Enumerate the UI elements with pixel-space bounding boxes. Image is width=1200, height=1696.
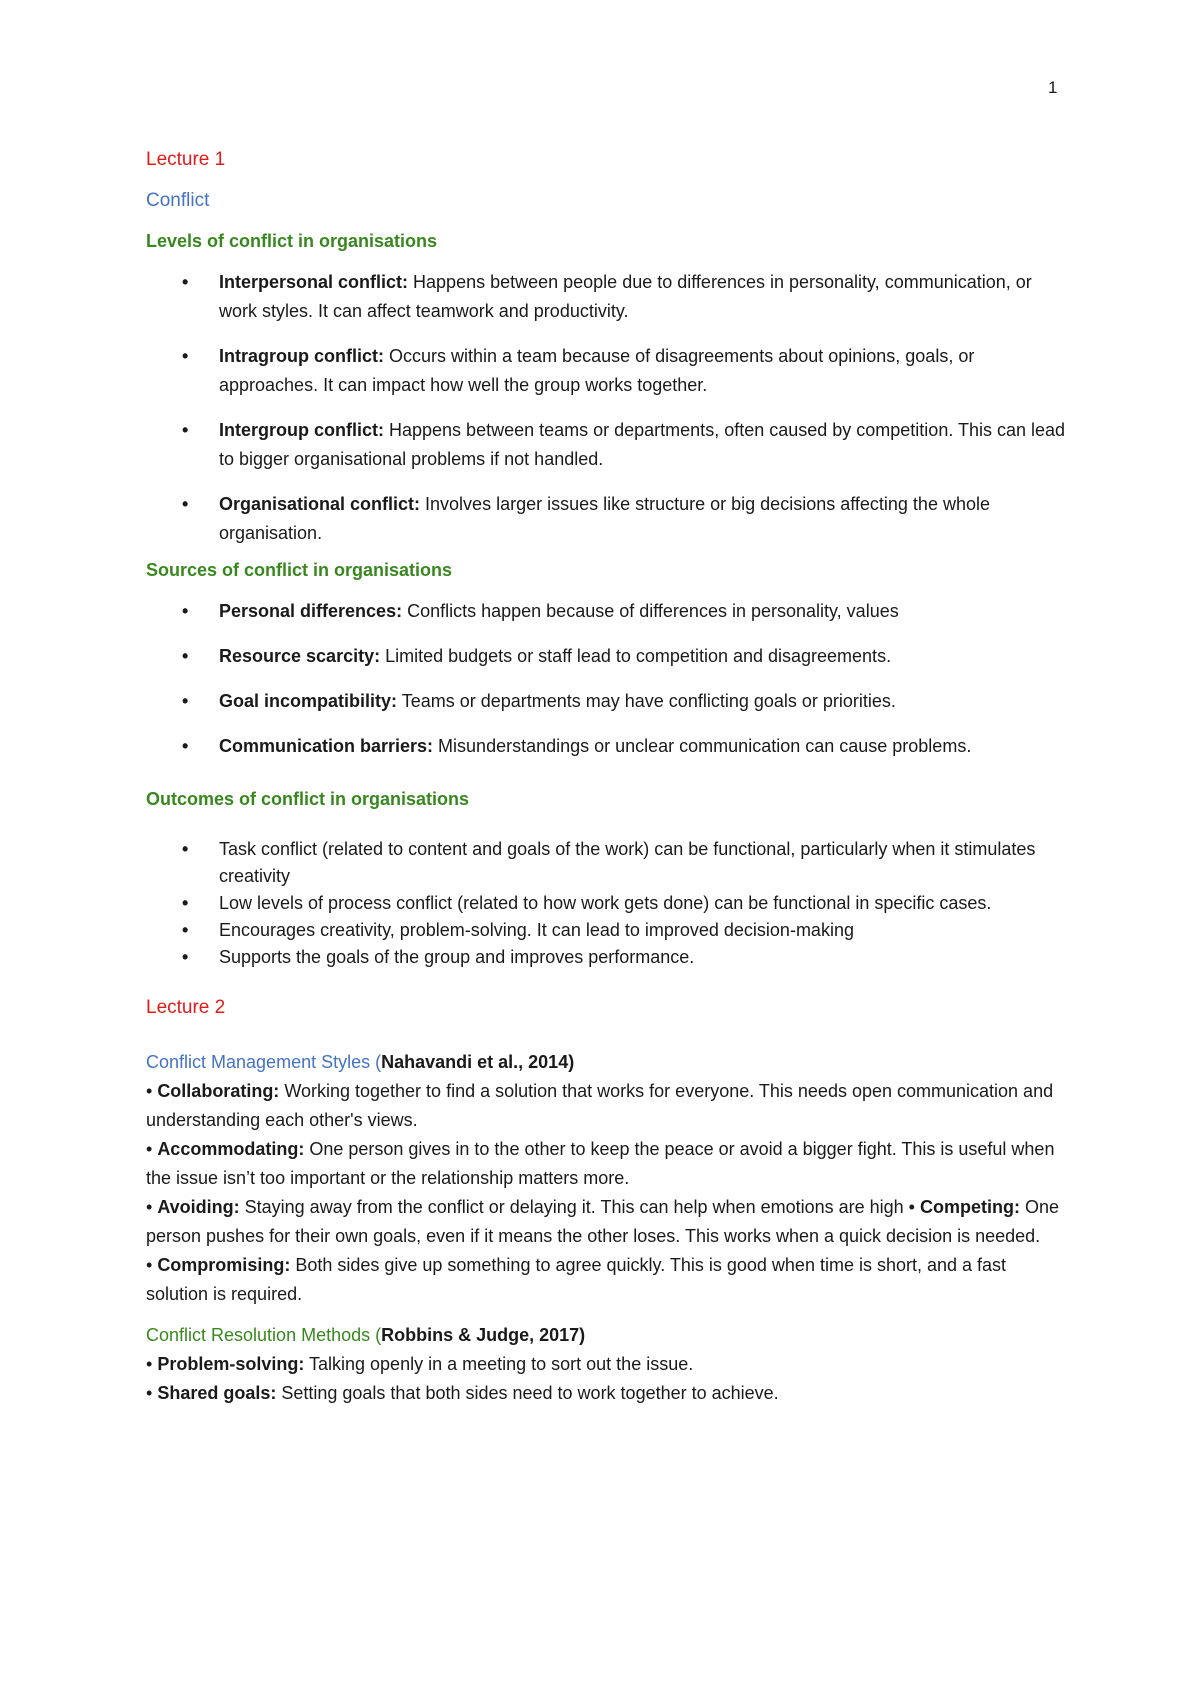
term: Avoiding: xyxy=(157,1197,240,1217)
description: Both sides give up something to agree quickly. This is good when time is short, and a fast solution is required. xyxy=(146,1255,1007,1304)
term: Interpersonal conflict: xyxy=(219,272,409,292)
outcomes-list xyxy=(146,836,1066,971)
document-body xyxy=(146,145,1066,1408)
description: Occurs within a team because of disagreements about opinions, goals, or approaches. It can impact how well the group works together. xyxy=(219,346,975,395)
description: Happens between teams or departments, often caused by competition. This can lead to bigger organisational problems if not handled. xyxy=(219,420,1066,469)
list-item: • Task conflict (related to content and goals of the work) can be functional, particularly when it stimulates creativity xyxy=(146,836,1066,890)
description: Happens between people due to differences in personality, communication, or work styles. It can affect teamwork and productivity. xyxy=(219,272,1032,321)
resolution-heading xyxy=(146,1321,1066,1350)
levels-heading: Levels of conflict in organisations xyxy=(146,231,438,251)
term: Organisational conflict: xyxy=(219,494,421,514)
term: Goal incompatibility: xyxy=(219,691,398,711)
list-item: • Low levels of process conflict (related to how work gets done) can be functional in specific cases. xyxy=(146,890,1066,917)
bullet-glyph: • xyxy=(146,1354,158,1374)
sources-heading: Sources of conflict in organisations xyxy=(146,560,453,580)
list-item: • Encourages creativity, problem-solving. It can lead to improved decision-making xyxy=(146,917,1066,944)
description: Limited budgets or staff lead to competition and disagreements. xyxy=(380,646,892,666)
style-entry xyxy=(146,1081,1053,1130)
term: Shared goals: xyxy=(157,1383,277,1403)
description: Working together to find a solution that works for everyone. This needs open communication and understanding each other's views. xyxy=(146,1081,1054,1130)
term: Competing: xyxy=(919,1197,1020,1217)
list-item xyxy=(146,268,1066,326)
style-entry xyxy=(146,1197,920,1217)
bullet-glyph: • xyxy=(146,1255,158,1275)
outcomes-heading: Outcomes of conflict in organisations xyxy=(146,789,470,809)
levels-list xyxy=(146,268,1066,548)
description: Misunderstandings or unclear communication can cause problems. xyxy=(433,736,972,756)
styles-paragraph xyxy=(146,1077,1066,1309)
term: Communication barriers: xyxy=(219,736,434,756)
term: Intragroup conflict: xyxy=(219,346,384,366)
lecture-2-heading: Lecture 2 xyxy=(146,997,226,1018)
description: Conflicts happen because of differences in personality, values xyxy=(402,601,899,621)
styles-heading-citation: Nahavandi et al., 2014) xyxy=(381,1052,575,1072)
resolution-entry xyxy=(146,1383,779,1403)
term: Accommodating: xyxy=(157,1139,305,1159)
sources-list xyxy=(146,597,1066,761)
bullet-glyph: • xyxy=(146,1197,158,1217)
lecture-1-heading: Lecture 1 xyxy=(146,149,226,170)
list-item xyxy=(146,732,1066,761)
resolution-entry xyxy=(146,1354,693,1374)
term: Problem-solving: xyxy=(157,1354,305,1374)
bullet-glyph: • xyxy=(146,1139,158,1159)
list-item: • Supports the goals of the group and improves performance. xyxy=(146,944,1066,971)
description: Talking openly in a meeting to sort out the issue. xyxy=(304,1354,694,1374)
term: Resource scarcity: xyxy=(219,646,381,666)
resolution-paragraph xyxy=(146,1350,1066,1408)
description: One person pushes for their own goals, even if it means the other loses. This works when a quick decision is needed. xyxy=(146,1197,1059,1246)
description: Setting goals that both sides need to work together to achieve. xyxy=(276,1383,779,1403)
list-item xyxy=(146,687,1066,716)
resolution-heading-title: Conflict Resolution Methods ( xyxy=(146,1325,382,1345)
description: Involves larger issues like structure or big decisions affecting the whole organisation. xyxy=(219,494,990,543)
conflict-topic-heading: Conflict xyxy=(146,190,210,211)
list-item xyxy=(146,597,1066,626)
style-entry xyxy=(146,1255,1006,1304)
styles-heading xyxy=(146,1048,1066,1077)
style-entry xyxy=(146,1139,1054,1188)
list-item xyxy=(146,642,1066,671)
description: One person gives in to the other to keep the peace or avoid a bigger fight. This is useful when the issue isn’t too important or the relationship matters more. xyxy=(146,1139,1055,1188)
description: Staying away from the conflict or delaying it. This can help when emotions are high • xyxy=(239,1197,920,1217)
term: Compromising: xyxy=(157,1255,291,1275)
list-item xyxy=(146,490,1066,548)
bullet-glyph: • xyxy=(146,1081,158,1101)
page-number: 1 xyxy=(1048,78,1058,97)
description: Teams or departments may have conflicting goals or priorities. xyxy=(397,691,896,711)
term: Collaborating: xyxy=(157,1081,280,1101)
bullet-glyph: • xyxy=(146,1383,158,1403)
term: Personal differences: xyxy=(219,601,403,621)
term: Intergroup conflict: xyxy=(219,420,384,440)
list-item xyxy=(146,416,1066,474)
resolution-heading-citation: Robbins & Judge, 2017) xyxy=(381,1325,586,1345)
styles-heading-title: Conflict Management Styles ( xyxy=(146,1052,382,1072)
list-item xyxy=(146,342,1066,400)
